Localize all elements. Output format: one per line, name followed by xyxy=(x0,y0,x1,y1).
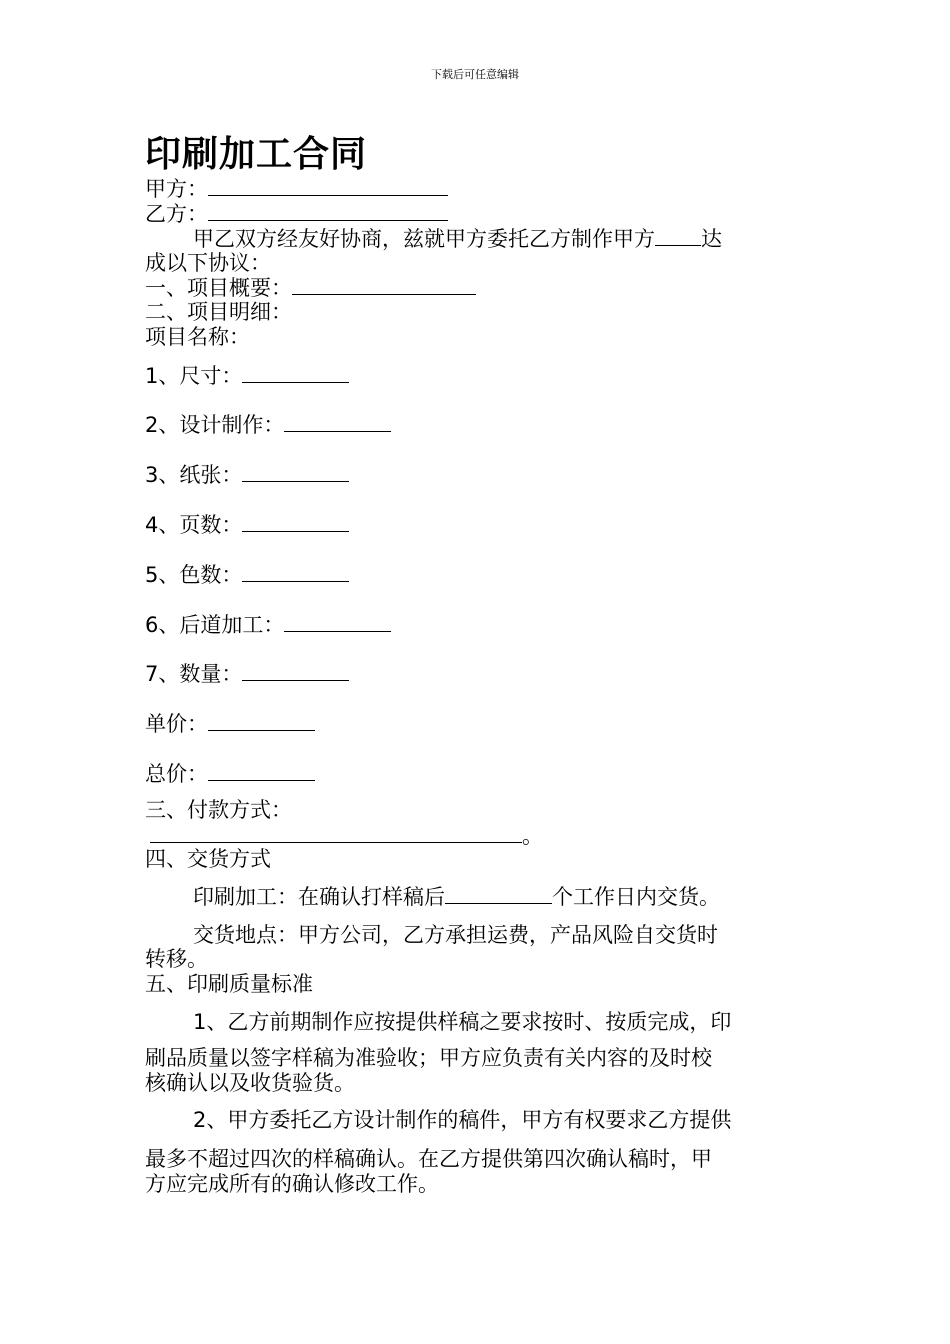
delivery-line-2: 交货地点：甲方公司，乙方承担运费，产品风险自交货时 xyxy=(193,923,718,947)
quality-1-line-2: 刷品质量以签字样稿为准验收；甲方应负责有关内容的及时校 xyxy=(145,1046,712,1070)
item-paper-blank[interactable] xyxy=(242,461,349,482)
intro-tail: 达 xyxy=(701,227,722,251)
section-5-heading: 五、印刷质量标准 xyxy=(145,972,313,996)
quality-2-line-3: 方应完成所有的确认修改工作。 xyxy=(145,1172,439,1196)
delivery-text-b: 个工作日内交货。 xyxy=(552,885,720,909)
payment-period: 。 xyxy=(522,824,543,848)
quality-2-line-2: 最多不超过四次的样稿确认。在乙方提供第四次确认稿时，甲 xyxy=(145,1147,712,1171)
total-price-line xyxy=(145,760,315,787)
section-1-heading: 一、项目概要： xyxy=(145,276,292,300)
delivery-text-a: 印刷加工：在确认打样稿后 xyxy=(193,885,445,909)
document-title: 印刷加工合同 xyxy=(145,134,368,175)
intro-line-1 xyxy=(193,225,722,252)
party-b-blank[interactable] xyxy=(208,200,448,221)
unit-price-label: 单价： xyxy=(145,712,208,736)
item-colors-label: 5、色数： xyxy=(145,563,243,587)
item-design-label: 2、设计制作： xyxy=(145,413,285,437)
payment-blank[interactable] xyxy=(150,822,522,843)
section-2-heading: 二、项目明细： xyxy=(145,300,292,324)
item-finishing-blank[interactable] xyxy=(284,611,391,632)
delivery-days-blank[interactable] xyxy=(445,883,552,904)
quality-2-line-1: 2、甲方委托乙方设计制作的稿件，甲方有权要求乙方提供 xyxy=(193,1108,732,1132)
party-a-label: 甲方： xyxy=(145,177,208,201)
item-pages-label: 4、页数： xyxy=(145,513,243,537)
item-colors-blank[interactable] xyxy=(242,561,349,582)
quality-1-line-3: 核确认以及收货验货。 xyxy=(145,1071,355,1095)
unit-price-line xyxy=(145,710,315,737)
party-a-blank[interactable] xyxy=(208,175,448,196)
party-a-line xyxy=(145,175,448,202)
section-1-blank[interactable] xyxy=(292,274,476,295)
item-paper-line xyxy=(145,461,349,488)
party-b-label: 乙方： xyxy=(145,202,208,226)
item-size-blank[interactable] xyxy=(242,362,349,383)
intro-blank[interactable] xyxy=(655,225,701,246)
unit-price-blank[interactable] xyxy=(208,710,315,731)
item-design-line xyxy=(145,411,391,438)
section-4-heading: 四、交货方式 xyxy=(145,847,271,871)
item-finishing-line xyxy=(145,611,391,638)
delivery-line-1 xyxy=(193,883,720,910)
item-size-label: 1、尺寸： xyxy=(145,364,243,388)
project-name-label: 项目名称： xyxy=(145,325,250,349)
item-pages-blank[interactable] xyxy=(242,511,349,532)
total-price-blank[interactable] xyxy=(208,760,315,781)
item-quantity-label: 7、数量： xyxy=(145,662,243,686)
item-quantity-blank[interactable] xyxy=(242,660,349,681)
intro-text: 甲乙双方经友好协商，兹就甲方委托乙方制作甲方 xyxy=(193,227,655,251)
total-price-label: 总价： xyxy=(145,762,208,786)
item-size-line xyxy=(145,362,349,389)
delivery-line-3: 转移。 xyxy=(145,947,208,971)
payment-line xyxy=(150,822,543,849)
item-finishing-label: 6、后道加工： xyxy=(145,613,285,637)
item-pages-line xyxy=(145,511,349,538)
section-1-line xyxy=(145,274,476,301)
quality-1-line-1: 1、乙方前期制作应按提供样稿之要求按时、按质完成，印 xyxy=(193,1010,732,1034)
item-colors-line xyxy=(145,561,349,588)
section-3-heading: 三、付款方式： xyxy=(145,798,292,822)
page-header: 下载后可任意编辑 xyxy=(431,68,519,81)
intro-line-2: 成以下协议： xyxy=(145,251,271,275)
party-b-line xyxy=(145,200,448,227)
item-quantity-line xyxy=(145,660,349,687)
item-paper-label: 3、纸张： xyxy=(145,463,243,487)
item-design-blank[interactable] xyxy=(284,411,391,432)
